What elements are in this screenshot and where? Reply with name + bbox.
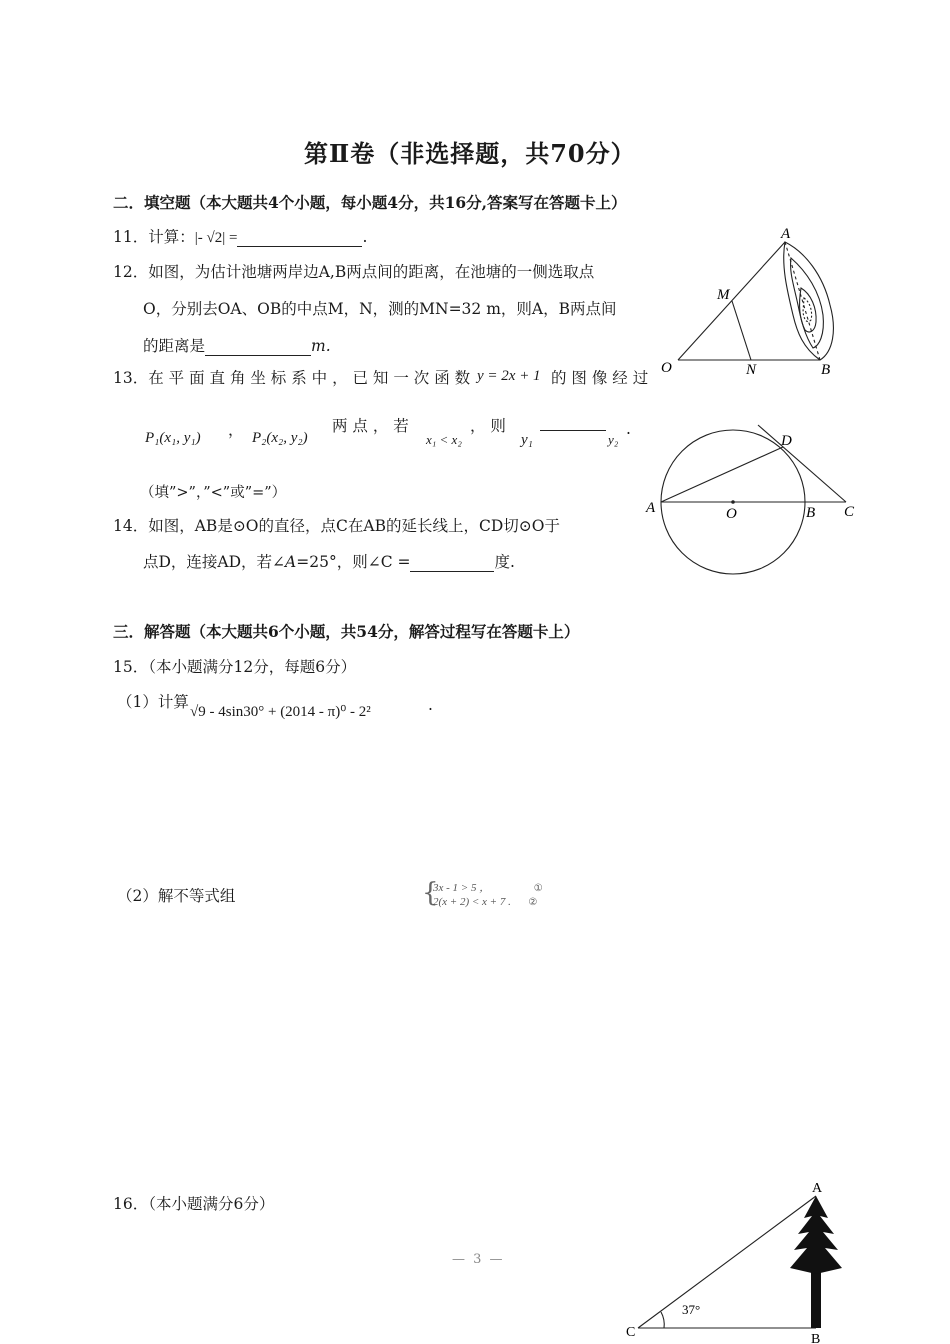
q13-point-p2: P₂(x₂, y₂): [252, 430, 308, 446]
q15-ineq-1-tag: ①: [533, 883, 543, 894]
q13-text-1-end: 的 图 像 经 过: [551, 369, 649, 387]
circle-label-D: D: [781, 433, 792, 449]
q11-answer-blank[interactable]: [237, 232, 362, 247]
q13-y2: y₂: [608, 432, 619, 447]
q14-text-2a: 点D，连接AD，若∠: [143, 553, 286, 571]
q15-ineq-2-text: 2(x + 2) < x + 7 .: [433, 896, 511, 908]
q13-line-1: [113, 366, 470, 388]
center-dot: [731, 500, 735, 504]
page-title: 第Ⅱ卷（非选择题，共70分）: [304, 139, 636, 168]
pond-label-O: O: [661, 360, 672, 376]
q12-text-2: O，分别去OA、OB的中点M，N，测的MN=32 m，则A，B两点间: [143, 300, 617, 318]
tangent-CD: [758, 425, 846, 502]
q14-line-1: [113, 514, 560, 536]
q14-unit: 度.: [494, 553, 515, 571]
section-2-heading: 二．填空题（本大题共4个小题，每小题4分，共16分,答案写在答题卡上）: [113, 193, 627, 212]
segment-CA: [638, 1196, 816, 1328]
pond-figure: [655, 220, 855, 385]
question-11: [113, 225, 367, 247]
q11-expression: |- √2| =: [194, 230, 238, 246]
angle-arc: [661, 1312, 664, 1328]
q14-answer-blank[interactable]: [410, 557, 494, 572]
q13-y1: y₁: [521, 432, 533, 448]
q12-unit: m.: [311, 337, 331, 355]
q15-ineq-2: [433, 894, 537, 910]
q16-header: [113, 1192, 274, 1214]
circle-label-A: A: [646, 500, 656, 516]
section-3-heading: 三．解答题（本大题共6个小题，共54分，解答过程写在答题卡上）: [113, 622, 580, 641]
q12-line-3: [143, 334, 331, 356]
q12-line-1: [113, 260, 594, 282]
q13-function: y = 2x + 1: [477, 368, 541, 384]
q13-comma: ，: [228, 421, 244, 439]
q11-text: 计算：: [148, 228, 195, 246]
q13-condition: x₁ < x₂: [426, 432, 462, 447]
page-number: — 3 —: [452, 1252, 505, 1267]
q13-then: ， 则: [470, 417, 506, 435]
q16-desc: （本小题满分6分）: [148, 1195, 275, 1213]
q15-part1-label: （1）计算: [117, 693, 189, 711]
q11-end: .: [362, 228, 368, 246]
q15-header: [113, 655, 356, 677]
q13-number: 13．: [113, 369, 149, 387]
q12-answer-blank[interactable]: [205, 341, 311, 356]
segment-MN: [732, 301, 751, 360]
tree-angle-label: 37°: [682, 1302, 701, 1317]
pond-label-M: M: [717, 287, 730, 303]
tree-label-A: A: [812, 1181, 823, 1196]
q16-number: 16．: [113, 1195, 149, 1213]
q12-text-1: 如图，为估计池塘两岸边A,B两点间的距离，在池塘的一侧选取点: [148, 263, 595, 281]
q13-two-points: 两 点 ， 若: [332, 417, 409, 435]
segment-OA: [678, 242, 785, 360]
pond-label-A: A: [781, 226, 791, 242]
circle-tangent-figure: [640, 420, 865, 580]
q13-point-p1: P₁(x₁, y₁): [145, 430, 201, 446]
q11-number: 11．: [113, 228, 149, 246]
q14-text-2b: =25°，则∠C =: [296, 553, 411, 571]
circle-label-C: C: [844, 504, 855, 520]
q15-desc: （本小题满分12分，每题6分）: [148, 658, 357, 676]
tree-silhouette: [790, 1196, 842, 1328]
pond-label-N: N: [746, 362, 757, 378]
q15-part1-expression: √9 - 4sin30° + (2014 - π)⁰ - 2²: [190, 704, 371, 720]
q12-text-3: 的距离是: [143, 337, 206, 355]
pond-label-B: B: [821, 362, 831, 378]
pond-middle-contour: [791, 258, 824, 348]
q15-ineq-1-text: 3x - 1 > 5 ，: [433, 882, 491, 894]
q15-part2-label: （2）解不等式组: [117, 887, 236, 905]
q14-line-2: [143, 550, 515, 572]
brace-icon: {: [422, 878, 439, 908]
tree-label-B: B: [811, 1332, 821, 1344]
q13-text-1: 在 平 面 直 角 坐 标 系 中 ， 已 知 一 次 函 数: [148, 369, 471, 387]
q15-ineq-2-tag: ②: [528, 897, 538, 908]
q15-number: 15．: [113, 658, 149, 676]
q12-number: 12．: [113, 263, 149, 281]
tree-label-C: C: [626, 1325, 636, 1340]
pond-inner-contour: [800, 288, 817, 332]
q13-answer-blank[interactable]: [540, 416, 606, 431]
segment-AD: [661, 447, 783, 502]
q13-hint: （填”>”，”<”或”=”）: [140, 485, 287, 501]
q14-text-1: 如图，AB是⊙O的直径，点C在AB的延长线上，CD切⊙O于: [148, 517, 560, 535]
q14-number: 14．: [113, 517, 149, 535]
q13-end: .: [626, 420, 631, 438]
circle-label-O: O: [726, 506, 737, 522]
circle-label-B: B: [806, 505, 816, 521]
tree-crown: [790, 1196, 842, 1274]
tree-figure: [620, 1178, 860, 1344]
q15-part1-end: .: [428, 696, 433, 714]
tree-trunk: [811, 1270, 821, 1328]
q14-angle-var: A: [285, 553, 297, 571]
